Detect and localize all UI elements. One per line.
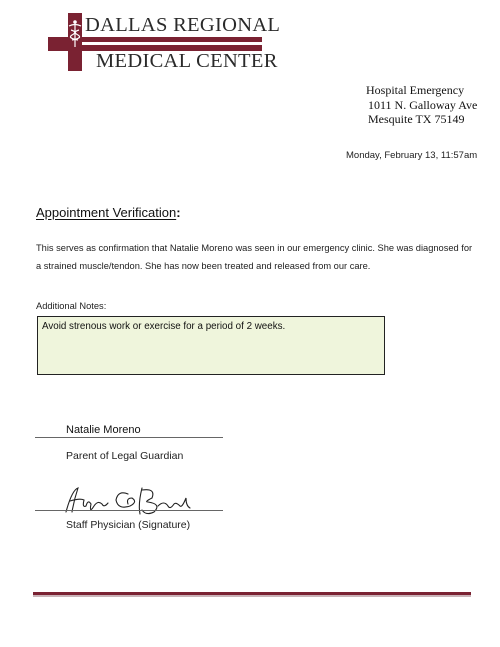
physician-signature-line xyxy=(35,510,223,511)
physician-label: Staff Physician (Signature) xyxy=(66,519,191,531)
logo-line-2: MEDICAL CENTER xyxy=(96,50,278,72)
confirmation-paragraph: This serves as confirmation that Natalie Moreno was seen in our emergency clinic. She was diagnosed for a strained muscle/tendon. She has now been treated and released from our care. xyxy=(36,243,473,271)
page-title-text: Appointment Verification xyxy=(36,205,177,220)
footer-divider-shadow xyxy=(33,595,471,597)
notes-label: Additional Notes: xyxy=(36,301,107,311)
guardian-label: Parent of Legal Guardian xyxy=(66,450,184,462)
physician-signature xyxy=(58,484,198,516)
notes-field[interactable] xyxy=(37,316,385,375)
notes-text: Avoid strenous work or exercise for a period of 2 weeks. xyxy=(42,321,286,332)
address-line-1: Hospital Emergency xyxy=(366,83,465,97)
page-title xyxy=(36,205,181,220)
address-line-2: 1011 N. Galloway Ave xyxy=(368,98,478,112)
document-date: Monday, February 13, 11:57am xyxy=(346,150,478,161)
page-title-colon: : xyxy=(176,205,181,220)
guardian-name: Natalie Moreno xyxy=(66,424,141,436)
logo-line-1: DALLAS REGIONAL xyxy=(85,14,281,36)
hospital-logo xyxy=(48,13,281,72)
guardian-signature-line xyxy=(35,437,223,438)
address-line-3: Mesquite TX 75149 xyxy=(368,112,465,126)
